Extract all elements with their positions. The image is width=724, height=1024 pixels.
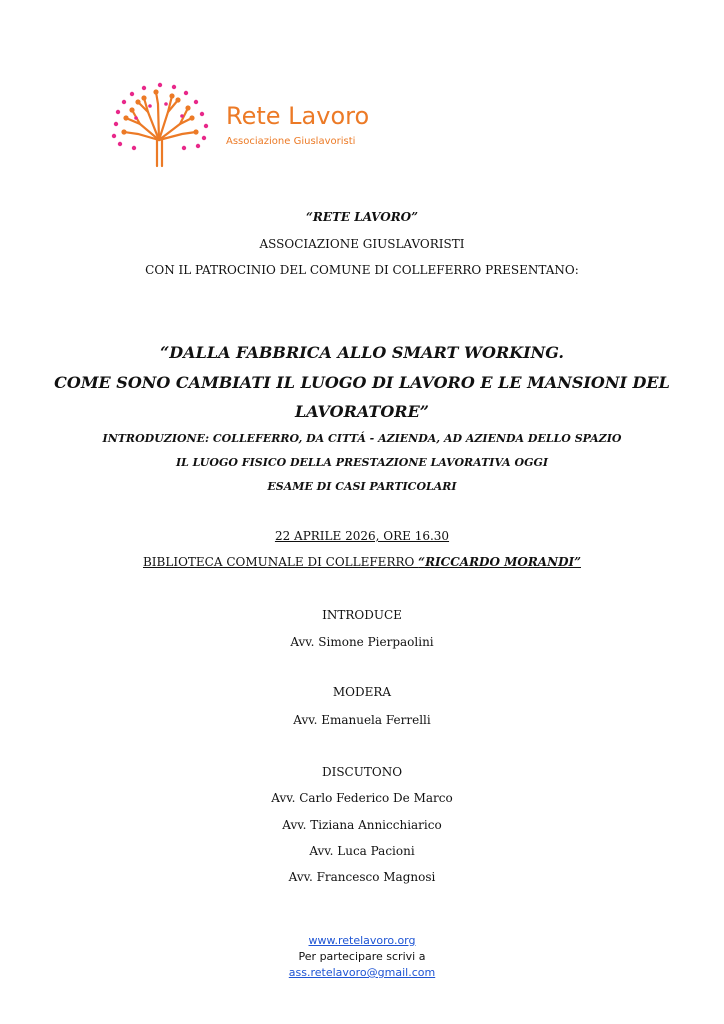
tree-logo-icon: [110, 82, 214, 170]
discussant: Avv. Carlo Federico De Marco: [271, 791, 453, 805]
event-venue: [0, 555, 724, 569]
topic-item: IL LUOGO FISICO DELLA PRESTAZIONE LAVORATIVA OGGI: [175, 456, 549, 469]
topic-item: ESAME DI CASI PARTICOLARI: [267, 480, 457, 493]
participation-cta: Per partecipare scrivi a: [298, 950, 426, 963]
logo-subtitle: Associazione Giuslavoristi: [226, 136, 356, 147]
email-line: [0, 966, 724, 979]
discussant: Avv. Tiziana Annicchiarico: [282, 818, 442, 832]
introduce-label: INTRODUCE: [322, 608, 402, 622]
venue-name: “RICCARDO MORANDI”: [418, 555, 581, 569]
website-line: [0, 934, 724, 947]
org-name: “RETE LAVORO”: [305, 210, 419, 224]
topic-item: INTRODUZIONE: COLLEFERRO, DA CITTÁ - AZIENDA, AD AZIENDA DELLO SPAZIO: [102, 432, 622, 445]
logo-name: Rete Lavoro: [226, 102, 370, 130]
event-title-line: “DALLA FABBRICA ALLO SMART WORKING.: [160, 343, 564, 362]
introduce-speaker: Avv. Simone Pierpaolini: [290, 635, 434, 649]
venue-prefix: BIBLIOTECA COMUNALE DI COLLEFERRO: [142, 555, 419, 569]
email-link[interactable]: ass.retelavoro@gmail.com: [288, 966, 436, 979]
discussant: Avv. Luca Pacioni: [309, 844, 415, 858]
org-type: ASSOCIAZIONE GIUSLAVORISTI: [259, 237, 465, 251]
website-link[interactable]: www.retelavoro.org: [308, 934, 416, 947]
event-date-time: 22 APRILE 2026, ORE 16.30: [274, 529, 450, 543]
patronage: CON IL PATROCINIO DEL COMUNE DI COLLEFERRO PRESENTANO:: [145, 263, 579, 277]
event-title-line: LAVORATORE”: [295, 402, 429, 421]
logo: [110, 82, 400, 172]
modera-label: MODERA: [332, 685, 392, 699]
modera-speaker: Avv. Emanuela Ferrelli: [293, 713, 431, 727]
event-title-line: COME SONO CAMBIATI IL LUOGO DI LAVORO E LE MANSIONI DEL: [54, 373, 670, 392]
discussant: Avv. Francesco Magnosi: [288, 870, 436, 884]
discutono-label: DISCUTONO: [321, 765, 403, 779]
